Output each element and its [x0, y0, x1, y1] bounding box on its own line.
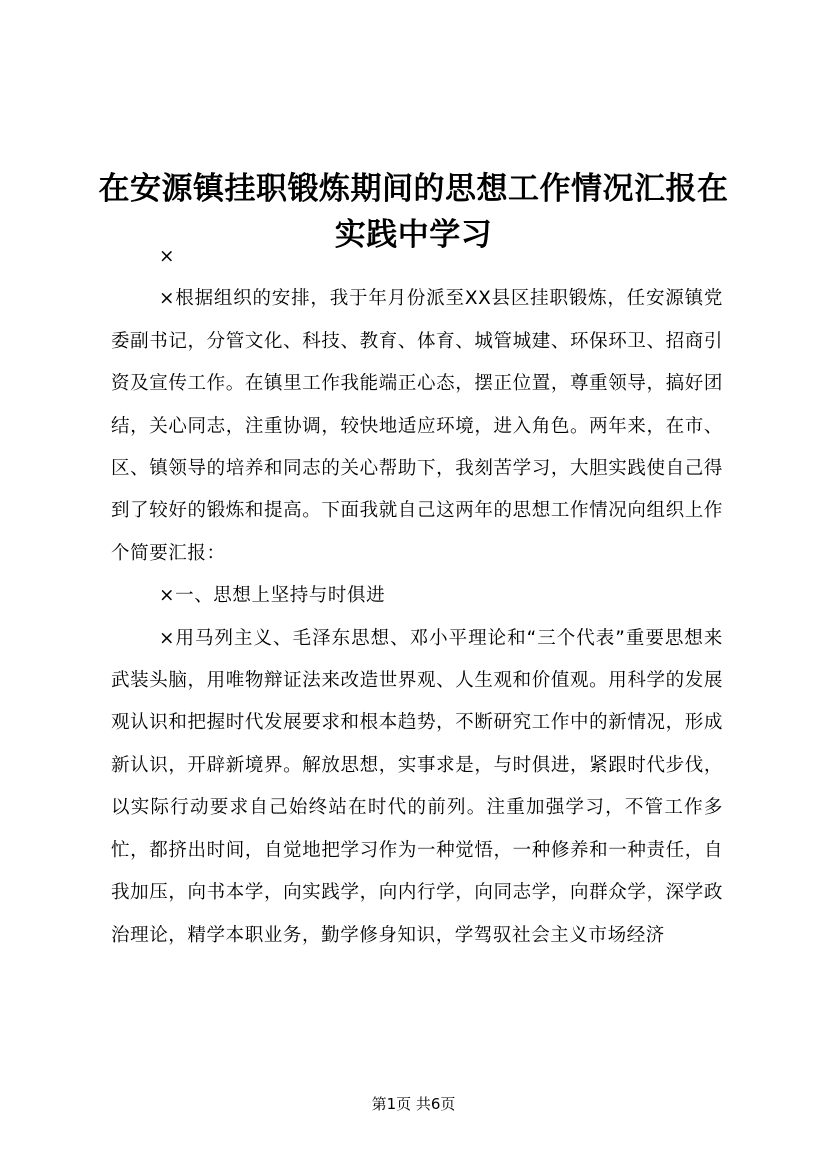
page-footer: 第1页 共6页 [371, 1095, 456, 1113]
document-title: 在安源镇挂职锻炼期间的思想工作情况汇报在实践中学习 [98, 170, 729, 253]
paragraph-intro: ×根据组织的安排，我于年月份派至XX县区挂职锻炼，任安源镇党委副书记，分管文化、科技、教育、体育、城管城建、环保环卫、招商引资及宣传工作。在镇里工作我能端正心态，摆正位置，尊重领导，搞好团结，关心同志，注重协调，较快地适应环境，进入角色。两年来，在市、区、镇领导的培养和同志的关心帮助下，我刻苦学习，大胆实践使自己得到了较好的锻炼和提高。下面我就自己这两年的思想工作情况向组织上作个简要汇报： [111, 288, 723, 564]
section-heading: ×一、思想上坚持与时俱进 [159, 585, 386, 607]
document-body [111, 236, 723, 957]
paragraph-thought: ×用马列主义、毛泽东思想、邓小平理论和“三个代表”重要思想来武装头脑，用唯物辩证法来改造世界观、人生观和价值观。用科学的发展观认识和把握时代发展要求和根本趋势，不断研究工作中的新情况，形成新认识，开辟新境界。解放思想，实事求是，与时俱进，紧跟时代步伐，以实际行动要求自己始终站在时代的前列。注重加强学习，不管工作多忙，都挤出时间，自觉地把学习作为一种觉悟，一种修养和一种责任，自我加压，向书本学，向实践学，向内行学，向同志学，向群众学，深学政治理论，精学本职业务，勤学修身知识，学驾驭社会主义市场经济 [111, 627, 723, 946]
paragraph-marker: × [159, 246, 176, 267]
